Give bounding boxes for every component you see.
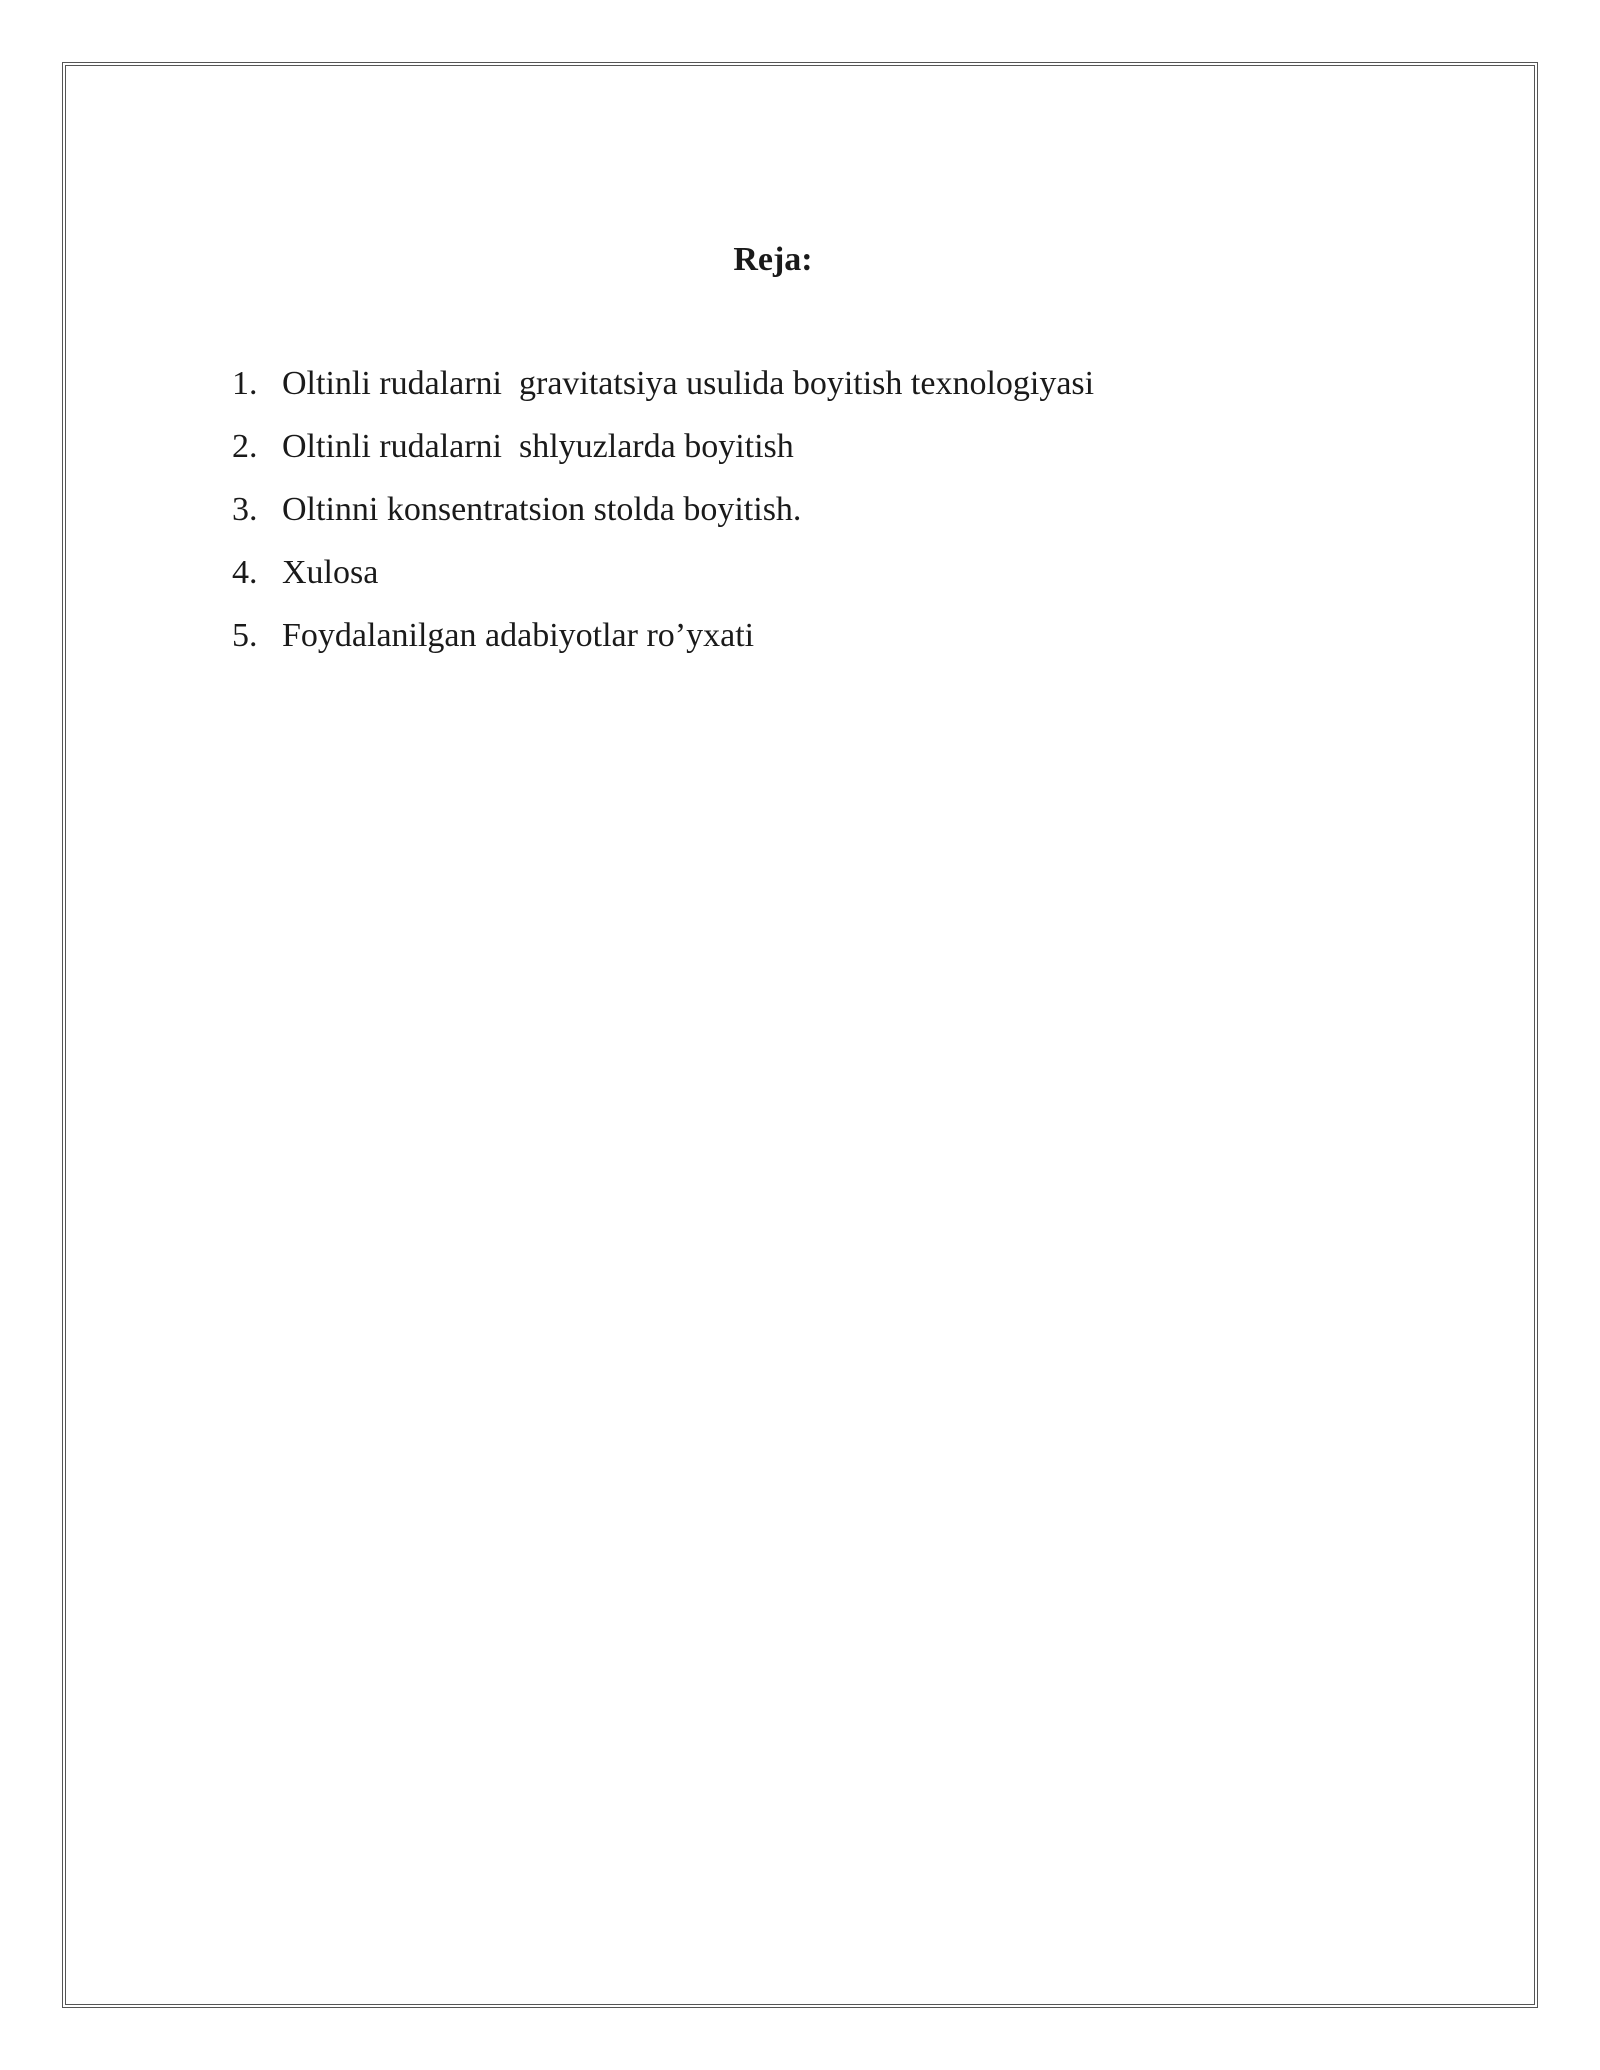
list-item-text: Oltinli rudalarni gravitatsiya usulida boyitish texnologiyasi [282, 365, 1095, 402]
list-item [232, 478, 1094, 541]
list-item-number: 5. [232, 617, 258, 654]
list-item [232, 415, 1094, 478]
list-item-text: Oltinli rudalarni shlyuzlarda boyitish [282, 428, 794, 465]
list-item-number: 1. [232, 365, 258, 402]
plan-list [232, 352, 1094, 667]
list-item-text: Oltinni konsentratsion stolda boyitish. [282, 491, 802, 528]
list-item-text: Xulosa [282, 554, 379, 591]
list-item-number: 4. [232, 554, 258, 591]
page-title: Reja: [733, 241, 813, 278]
list-item [232, 352, 1094, 415]
list-item-number: 2. [232, 428, 258, 465]
list-item [232, 604, 1094, 667]
list-item-text: Foydalanilgan adabiyotlar ro’yxati [282, 617, 755, 654]
list-item [232, 541, 1094, 604]
list-item-number: 3. [232, 491, 258, 528]
